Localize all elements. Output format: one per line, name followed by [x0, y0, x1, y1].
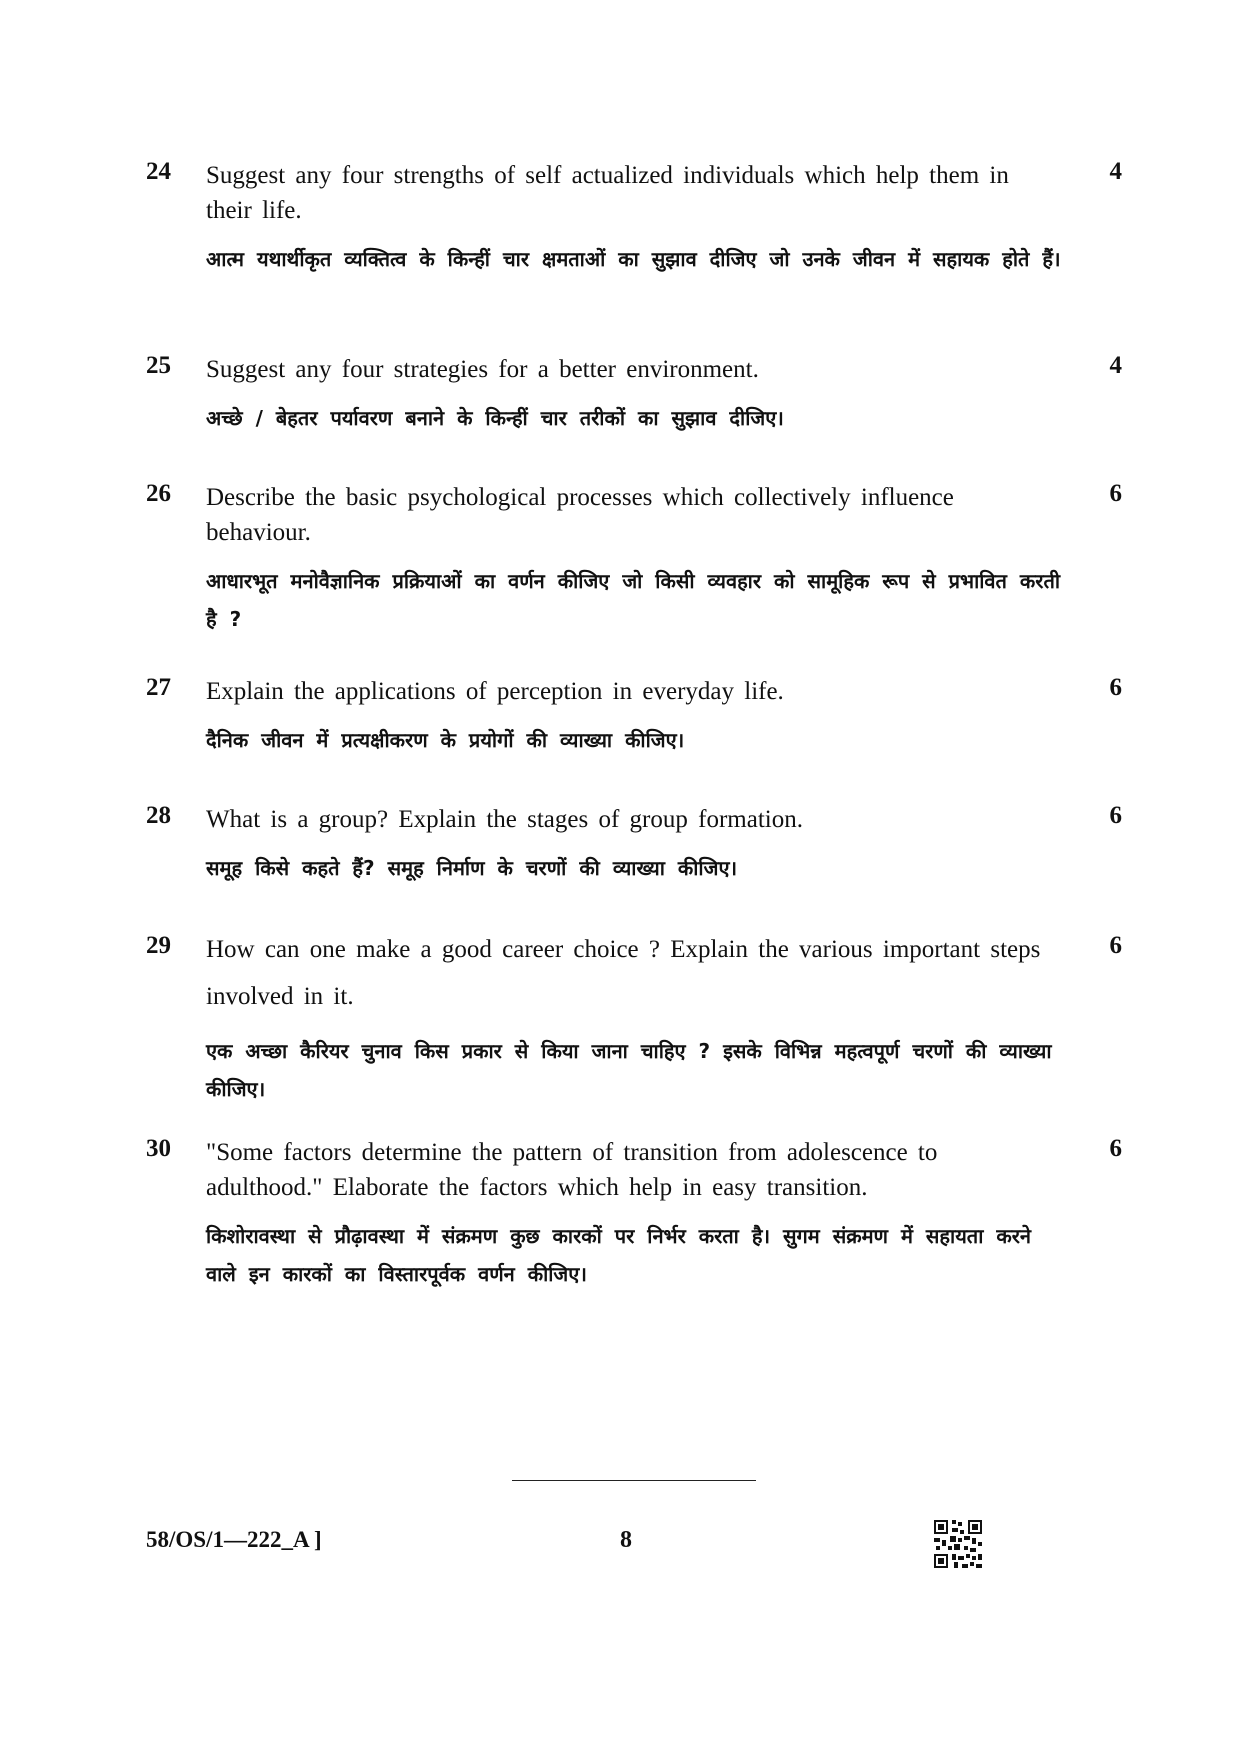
question-text-english: Suggest any four strengths of self actualized individuals which help them in their life. — [206, 162, 1009, 224]
question-number: 28 — [146, 802, 171, 829]
question-number: 25 — [146, 352, 171, 379]
question-27 — [146, 674, 1136, 759]
question-marks: 4 — [1109, 352, 1122, 379]
question-number: 27 — [146, 674, 171, 701]
question-text-english: What is a group? Explain the stages of group formation. — [206, 806, 803, 833]
question-marks: 6 — [1109, 1135, 1122, 1162]
question-text-english: "Some factors determine the pattern of transition from adolescence to adulthood." Elaborate the factors which help in easy transition. — [206, 1139, 938, 1201]
question-text-hindi: किशोरावस्था से प्रौढ़ावस्था में संक्रमण कुछ कारकों पर निर्भर करता है। सुगम संक्रमण में सहायता करने वाले इन कारकों का विस्तारपूर्वक वर्णन कीजिए। — [206, 1224, 1031, 1286]
page-number: 8 — [620, 1527, 632, 1553]
question-text-hindi: आत्म यथार्थीकृत व्यक्तित्व के किन्हीं चार क्षमताओं का सुझाव दीजिए जो उनके जीवन में सहायक होते हैं। — [206, 247, 1061, 271]
question-30 — [146, 1135, 1136, 1293]
question-25 — [146, 352, 1136, 437]
question-text-english: Explain the applications of perception in everyday life. — [206, 678, 784, 705]
question-marks: 6 — [1109, 480, 1122, 507]
question-28 — [146, 802, 1136, 887]
question-26 — [146, 480, 1136, 638]
footer-divider — [512, 1480, 756, 1481]
question-number: 24 — [146, 158, 171, 185]
question-text-hindi: समूह किसे कहते हैं? समूह निर्माण के चरणों की व्याख्या कीजिए। — [206, 856, 738, 880]
question-marks: 6 — [1109, 932, 1122, 959]
question-text-english: Describe the basic psychological processes which collectively influence behaviour. — [206, 484, 954, 546]
question-text-english: Suggest any four strategies for a better environment. — [206, 356, 759, 383]
question-number: 30 — [146, 1135, 171, 1162]
paper-code: 58/OS/1—222_A ] — [146, 1527, 322, 1552]
question-marks: 6 — [1109, 802, 1122, 829]
qr-code-icon — [932, 1518, 984, 1570]
question-text-hindi: एक अच्छा कैरियर चुनाव किस प्रकार से किया जाना चाहिए ? इसके विभिन्न महत्वपूर्ण चरणों की व्याख्या कीजिए। — [206, 1039, 1052, 1101]
question-number: 26 — [146, 480, 171, 507]
question-24 — [146, 158, 1136, 278]
question-marks: 6 — [1109, 674, 1122, 701]
question-marks: 4 — [1109, 158, 1122, 185]
question-text-english: How can one make a good career choice ? Explain the various important steps involved in it. — [206, 936, 1041, 1010]
question-text-hindi: दैनिक जीवन में प्रत्यक्षीकरण के प्रयोगों की व्याख्या कीजिए। — [206, 728, 685, 752]
question-text-hindi: अच्छे / बेहतर पर्यावरण बनाने के किन्हीं चार तरीकों का सुझाव दीजिए। — [206, 406, 784, 430]
question-text-hindi: आधारभूत मनोवैज्ञानिक प्रक्रियाओं का वर्णन कीजिए जो किसी व्यवहार को सामूहिक रूप से प्रभावित करती है ? — [206, 569, 1061, 631]
question-29 — [146, 926, 1136, 1108]
question-number: 29 — [146, 932, 171, 959]
